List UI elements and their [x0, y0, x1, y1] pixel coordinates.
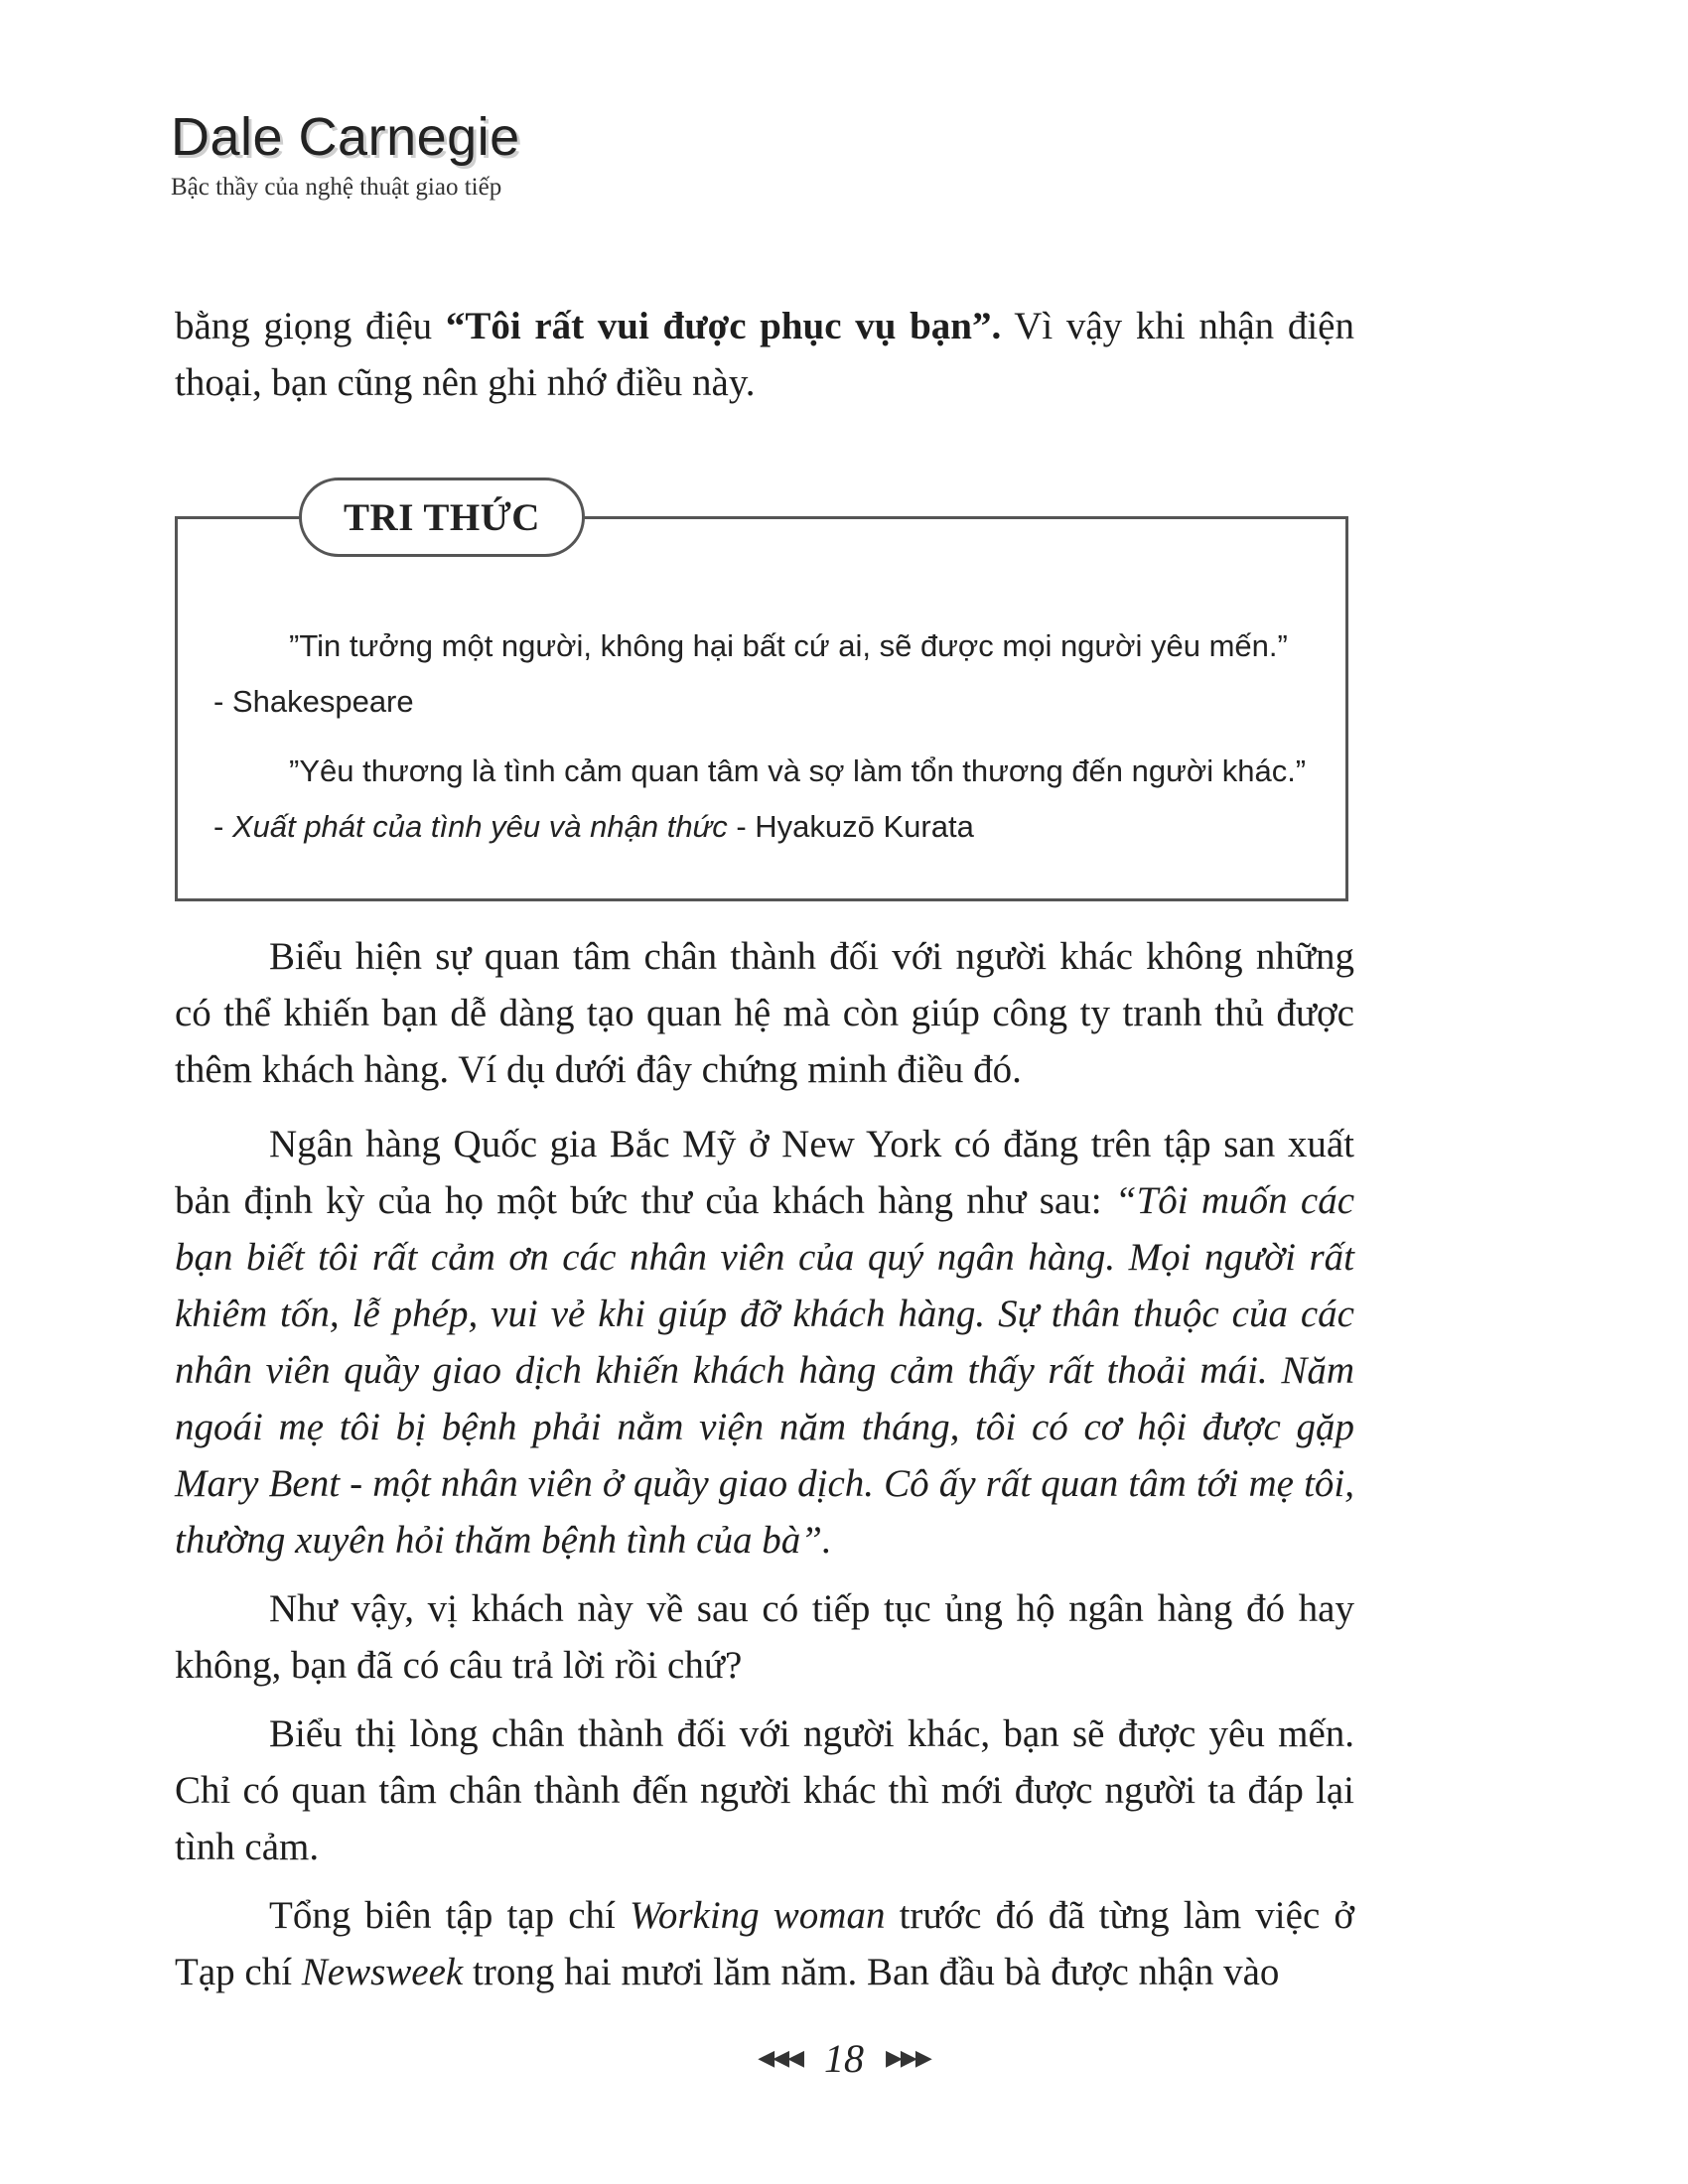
- book-subtitle: Bậc thầy của nghệ thuật giao tiếp: [171, 174, 502, 201]
- quote-attribution-1: - Shakespeare: [213, 684, 414, 719]
- paragraph-3: Như vậy, vị khách này về sau có tiếp tục ủng hộ ngân hàng đó hay không, bạn đã có câu trả lời rồi chứ?: [175, 1587, 1354, 1687]
- paragraph-5: Tổng biên tập tạp chí Working woman trước đó đã từng làm việc ở Tạp chí Newsweek trong hai mươi lăm năm. Ban đầu bà được nhận vào: [175, 1894, 1354, 1993]
- intro-paragraph: [175, 298, 1354, 411]
- quote-text-1: ”Tin tưởng một người, không hại bất cứ ai, sẽ được mọi người yêu mến.”: [289, 628, 1288, 663]
- page-number: 18: [824, 2036, 864, 2081]
- quote-text-2: ”Yêu thương là tình cảm quan tâm và sợ làm tổn thương đến người khác.”: [289, 753, 1307, 788]
- intro-text-before: bằng giọng điệu: [175, 305, 446, 347]
- intro-bold-quote: “Tôi rất vui được phục vụ bạn”.: [445, 305, 1002, 347]
- knowledge-box: [175, 495, 1348, 901]
- intro-text-after: Vì vậy khi nhận điện thoại, bạn cũng nên ghi nhớ điều này.: [175, 305, 1354, 404]
- arrow-left-icon: ◀◀◀: [758, 2046, 802, 2071]
- quote-attribution-2: - Xuất phát của tình yêu và nhận thức - Hyakuzō Kurata: [213, 809, 974, 844]
- paragraph-1: Biểu hiện sự quan tâm chân thành đối với người khác không những có thể khiến bạn dễ dàng tạo quan hệ mà còn giúp công ty tranh thủ được thêm khách hàng. Ví dụ dưới đây chứng minh điều đó.: [175, 935, 1354, 1091]
- knowledge-box-label: TRI THỨC: [299, 478, 585, 557]
- page-footer: [0, 2035, 1688, 2082]
- main-text: [175, 928, 1354, 2000]
- paragraph-2: Ngân hàng Quốc gia Bắc Mỹ ở New York có đăng trên tập san xuất bản định kỳ của họ một bức thư của khách hàng như sau: “Tôi muốn các bạn biết tôi rất cảm ơn các nhân viên của quý ngân hàng. Mọi người rất khiêm tốn, lễ phép, vui vẻ khi giúp đỡ khách hàng. Sự thân thuộc của các nhân viên quầy giao dịch khiến khách hàng cảm thấy rất thoải mái. Năm ngoái mẹ tôi bị bệnh phải nằm viện năm tháng, tôi có cơ hội được gặp Mary Bent - một nhân viên ở quầy giao dịch. Cô ấy rất quan tâm tới mẹ tôi, thường xuyên hỏi thăm bệnh tình của bà”.: [175, 1123, 1355, 1562]
- customer-letter-quote: “Tôi muốn các bạn biết tôi rất cảm ơn các nhân viên của quý ngân hàng. Mọi người rất khiêm tốn, lễ phép, vui vẻ khi giúp đỡ khách hàng. Sự thân thuộc của các nhân viên quầy giao dịch khiến khách hàng cảm thấy rất thoải mái. Năm ngoái mẹ tôi bị bệnh phải nằm viện năm tháng, tôi có cơ hội được gặp Mary Bent - một nhân viên ở quầy giao dịch. Cô ấy rất quan tâm tới mẹ tôi, thường xuyên hỏi thăm bệnh tình của bà”.: [175, 1179, 1355, 1562]
- paragraph-4: Biểu thị lòng chân thành đối với người khác, bạn sẽ được yêu mến. Chỉ có quan tâm chân thành đến người khác thì mới được người ta đáp lại tình cảm.: [175, 1712, 1354, 1868]
- arrow-right-icon: ▶▶▶: [886, 2046, 930, 2071]
- running-header: [171, 107, 526, 203]
- magazine-name-1: Working woman: [629, 1894, 886, 1937]
- quote-block-1: [213, 618, 1316, 730]
- quote-block-2: [213, 744, 1316, 855]
- quote-source-title: Xuất phát của tình yêu và nhận thức: [231, 809, 728, 844]
- book-author-title: Dale Carnegie: [171, 107, 520, 167]
- magazine-name-2: Newsweek: [301, 1951, 464, 1993]
